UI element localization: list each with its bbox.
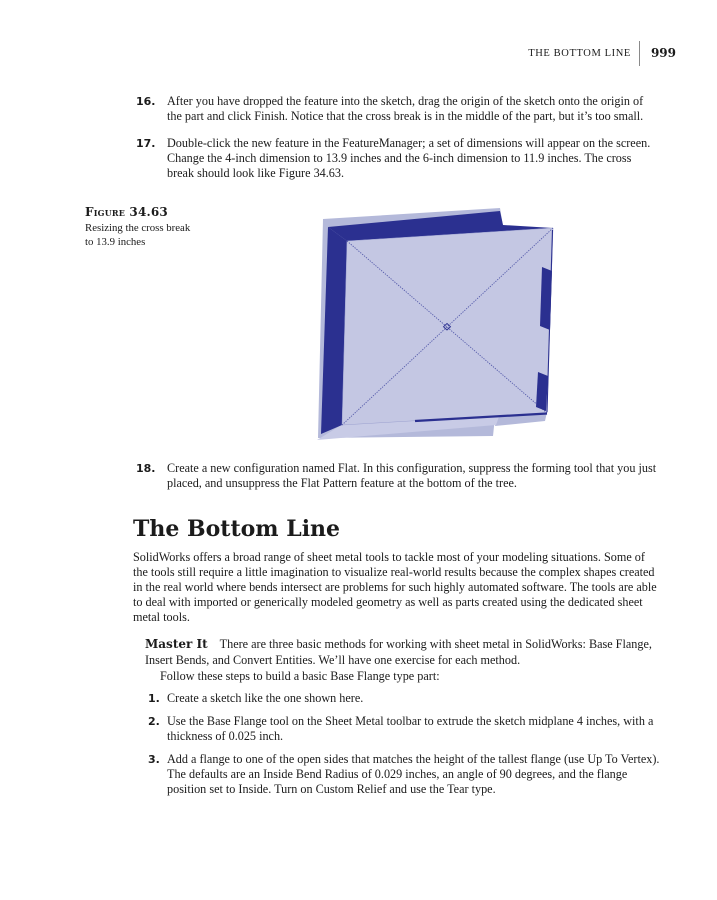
- running-head-title: THE BOTTOM LINE: [528, 47, 631, 59]
- step-18: [136, 461, 661, 491]
- exercise-step-1-number: 1.: [148, 692, 160, 705]
- model-right-tab-upper: [540, 267, 552, 330]
- exercise-step-1: [148, 691, 660, 706]
- master-it-block: [145, 636, 659, 684]
- exercise-steps-list: [148, 691, 660, 805]
- exercise-step-3: [148, 752, 660, 797]
- section-intro-paragraph: SolidWorks offers a broad range of sheet metal tools to tackle most of your modeling situations. Some of the tools still require a little imagination to visualize real-world results because the complex shapes created in the real world where bends intersect are problems for such highly automated software. The tools are able to deal with imported or generically modeled geometry as well as parts created using the dedicated sheet metal tools.: [133, 550, 657, 624]
- step-17-number: 17.: [136, 137, 156, 150]
- running-head: [0, 40, 676, 66]
- exercise-step-3-number: 3.: [148, 753, 160, 766]
- page-number: 999: [650, 46, 676, 60]
- model-right-tab-lower: [536, 372, 548, 411]
- step-17: [136, 136, 661, 181]
- step-16: [136, 94, 661, 124]
- exercise-step-2-number: 2.: [148, 715, 160, 728]
- figure-caption-line1: Resizing the cross break: [85, 222, 191, 234]
- steps-16-17-list: [136, 94, 661, 193]
- exercise-step-2-text: Use the Base Flange tool on the Sheet Metal toolbar to extrude the sketch midplane 4 inches, with a thickness of 0.025 inch.: [167, 714, 654, 743]
- section-title: The Bottom Line: [133, 516, 341, 542]
- figure-caption-line2: to 13.9 inches: [85, 236, 146, 248]
- cross-break-figure-image: [290, 195, 580, 455]
- step-16-number: 16.: [136, 95, 156, 108]
- bottom-line-section: [133, 517, 662, 625]
- running-head-divider: [639, 41, 640, 66]
- figure-caption: [85, 205, 225, 249]
- exercise-step-3-text: Add a flange to one of the open sides that matches the height of the tallest flange (use Up To Vertex). The defaults are an Inside Bend Radius of 0.029 inches, an angle of 90 degrees, and the flange position set to Inside. Turn on Custom Relief and use the Tear type.: [167, 752, 660, 796]
- step-18-list: [136, 461, 661, 503]
- step-18-text: Create a new configuration named Flat. In this configuration, suppress the forming tool that you just placed, and unsuppress the Flat Pattern feature at the bottom of the tree.: [167, 461, 657, 490]
- step-16-text: After you have dropped the feature into the sketch, drag the origin of the sketch onto the origin of the part and click Finish. Notice that the cross break is in the middle of the part, but it’s too small.: [167, 94, 644, 123]
- exercise-step-1-text: Create a sketch like the one shown here.: [167, 691, 364, 705]
- figure-label: Figure 34.63: [85, 205, 168, 219]
- step-17-text: Double-click the new feature in the FeatureManager; a set of dimensions will appear on the screen. Change the 4-inch dimension to 13.9 inches and the 6-inch dimension to 11.9 inches. The cross break should look like Figure 34.63.: [167, 136, 651, 180]
- master-it-paragraph: [145, 636, 659, 668]
- step-18-number: 18.: [136, 462, 156, 475]
- exercise-step-2: [148, 714, 660, 744]
- follow-steps-line: Follow these steps to build a basic Base Flange type part:: [160, 669, 440, 683]
- master-it-text: There are three basic methods for working with sheet metal in SolidWorks: Base Flange, Insert Bends, and Convert Entities. We’ll have one exercise for each method.: [145, 637, 652, 667]
- master-it-label: Master It: [145, 637, 208, 651]
